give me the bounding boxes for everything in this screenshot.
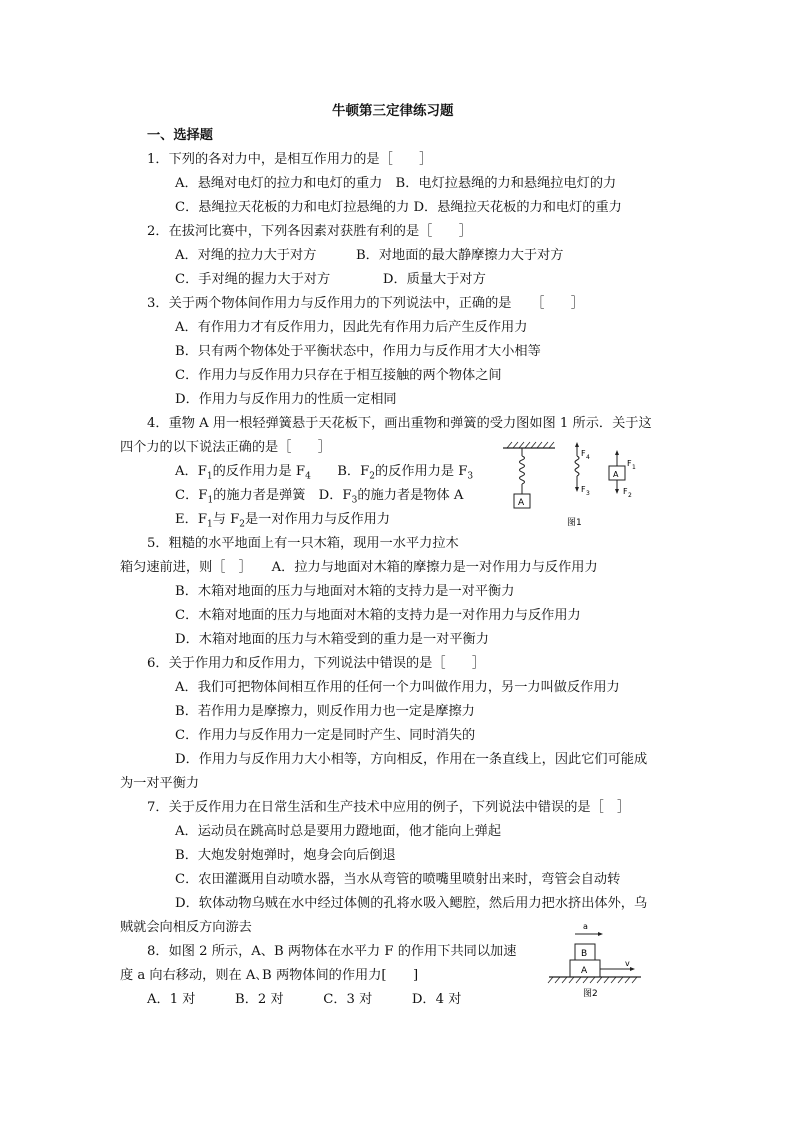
q4-sub: 2 <box>369 471 375 482</box>
fig2-label-v: v <box>625 959 630 968</box>
fig2-block-a: A <box>581 966 588 976</box>
q3-stem: 3．关于两个物体间作用力与反作用力的下列说法中，正确的是 ［ ］ <box>147 296 584 311</box>
q4-sub: 2 <box>239 519 245 530</box>
q4-sub: 1 <box>206 519 213 530</box>
q4-option-c-text: 的施力者是弹簧 <box>213 488 306 503</box>
fig1-f1: F <box>627 459 632 468</box>
fig1-f3: F <box>581 485 586 494</box>
q7-option-d-line2: 贼就会向相反方向游去 <box>120 920 252 935</box>
q4-sub: 3 <box>351 495 358 506</box>
fig2-block-b: B <box>581 949 588 959</box>
q4-option-e-prefix: E．F <box>175 512 207 527</box>
fig1-label-a: A <box>518 498 525 508</box>
fig1-caption: 图1 <box>567 518 582 528</box>
q6-stem: 6．关于作用力和反作用力，下列说法中错误的是［ ］ <box>147 656 486 671</box>
fig1-f2: F <box>623 487 628 496</box>
q6-option-c: C．作用力与反作用力一定是同时产生、同时消失的 <box>175 728 476 743</box>
q5-option-b: B．木箱对地面的压力与地面对木箱的支持力是一对平衡力 <box>175 584 515 599</box>
q5-stem-line2: 箱匀速前进，则［ ］ A．拉力与地面对木箱的摩擦力是一对作用力与反作用力 <box>120 560 598 575</box>
q5-stem-line1: 5．粗糙的水平地面上有一只木箱，现用一水平力拉木 <box>147 536 459 551</box>
q7-option-c: C．农田灌溉用自动喷水器，当水从弯管的喷嘴里喷射出来时，弯管会自动转 <box>175 872 621 887</box>
q7-option-a: A．运动员在跳高时总是要用力蹬地面，他才能向上弹起 <box>175 824 502 839</box>
figure-1 <box>495 436 645 536</box>
q4-option-e-mid: 与 F <box>212 512 240 527</box>
q4-option-d-text: 的施力者是物体 A <box>357 488 464 503</box>
q3-option-c: C．作用力与反作用力只存在于相互接触的两个物体之间 <box>175 368 502 383</box>
q2-options-cd: C．手对绳的握力大于对方 D．质量大于对方 <box>175 272 486 287</box>
q6-option-d-line1: D．作用力与反作用力大小相等，方向相反，作用在一条直线上，因此它们可能成 <box>175 752 648 767</box>
q4-option-c-prefix: C．F <box>175 488 208 503</box>
fig1-n3: 3 <box>586 490 590 497</box>
q7-option-d-line1: D．软体动物乌贼在水中经过体侧的孔将水吸入鳃腔，然后用力把水挤出体外，乌 <box>175 896 648 911</box>
section-heading: 一、选择题 <box>147 128 213 143</box>
q4-option-b-prefix: B．F <box>337 464 370 479</box>
q1-stem: 1．下列的各对力中，是相互作用力的是［ ］ <box>147 152 433 167</box>
q4-option-b-text: 的反作用力是 F <box>374 464 468 479</box>
q4-option-d-prefix: D．F <box>318 488 352 503</box>
q2-stem: 2．在拔河比赛中，下列各因素对获胜有利的是［ ］ <box>147 224 472 239</box>
q4-option-a-text: 的反作用力是 F <box>212 464 306 479</box>
fig1-f4: F <box>581 449 586 458</box>
q3-option-d: D．作用力与反作用力的性质一定相同 <box>175 392 397 407</box>
q6-option-b: B．若作用力是摩擦力，则反作用力也一定是摩擦力 <box>175 704 475 719</box>
q8-stem-line2: 度 a 向右移动，则在 A､B 两物体间的作用力[ ] <box>120 968 419 983</box>
q1-options-ab: A．悬绳对电灯的拉力和电灯的重力 B．电灯拉悬绳的力和悬绳拉电灯的力 <box>175 176 617 191</box>
fig1-n4: 4 <box>586 454 590 461</box>
q1-options-cd: C．悬绳拉天花板的力和电灯拉悬绳的力 D．悬绳拉天花板的力和电灯的重力 <box>175 200 622 215</box>
fig2-label-a: a <box>583 922 588 931</box>
q4-sub: 1 <box>206 471 213 482</box>
q2-options-ab: A．对绳的拉力大于对方 B．对地面的最大静摩擦力大于对方 <box>175 248 564 263</box>
q5-option-d: D．木箱对地面的压力与木箱受到的重力是一对平衡力 <box>175 632 489 647</box>
q8-options: A．1 对 B．2 对 C．3 对 D．4 对 <box>147 992 462 1007</box>
q4-options-cd <box>175 489 463 506</box>
q4-stem-line2: 四个力的以下说法正确的是［ ］ <box>120 440 331 455</box>
q4-options-ab <box>175 465 473 482</box>
fig1-n2: 2 <box>628 492 632 499</box>
q6-option-d-line2: 为一对平衡力 <box>120 776 200 791</box>
q4-sub: 3 <box>467 471 474 482</box>
q3-option-b: B．只有两个物体处于平衡状态中，作用力与反作用才大小相等 <box>175 344 541 359</box>
q4-sub: 4 <box>305 471 311 482</box>
q4-option-a-prefix: A．F <box>175 464 207 479</box>
q7-stem: 7．关于反作用力在日常生活和生产技术中应用的例子，下列说法中错误的是［ ］ <box>147 800 631 815</box>
fig1-block-label: A <box>613 470 619 479</box>
q8-stem-line1: 8．如图 2 所示，A、B 两物体在水平力 F 的作用下共同以加速 <box>147 944 517 959</box>
q4-sub: 1 <box>207 495 214 506</box>
q4-stem-line1: 4．重物 A 用一根轻弹簧悬于天花板下，画出重物和弹簧的受力图如图 1 所示．关于这 <box>147 416 652 431</box>
q3-option-a: A．有作用力才有反作用力，因此先有作用力后产生反作用力 <box>175 320 528 335</box>
fig1-n1: 1 <box>632 464 636 471</box>
q4-option-e <box>175 513 390 530</box>
fig2-caption: 图2 <box>583 989 598 999</box>
q5-option-c: C．木箱对地面的压力与地面对木箱的支持力是一对作用力与反作用力 <box>175 608 581 623</box>
page-title: 牛顿第三定律练习题 <box>332 103 454 119</box>
q4-option-e-text: 是一对作用力与反作用力 <box>244 512 391 527</box>
q7-option-b: B．大炮发射炮弹时，炮身会向后倒退 <box>175 848 396 863</box>
figure-2 <box>545 922 645 1004</box>
q6-option-a: A．我们可把物体间相互作用的任何一个力叫做作用力，另一力叫做反作用力 <box>175 680 620 695</box>
